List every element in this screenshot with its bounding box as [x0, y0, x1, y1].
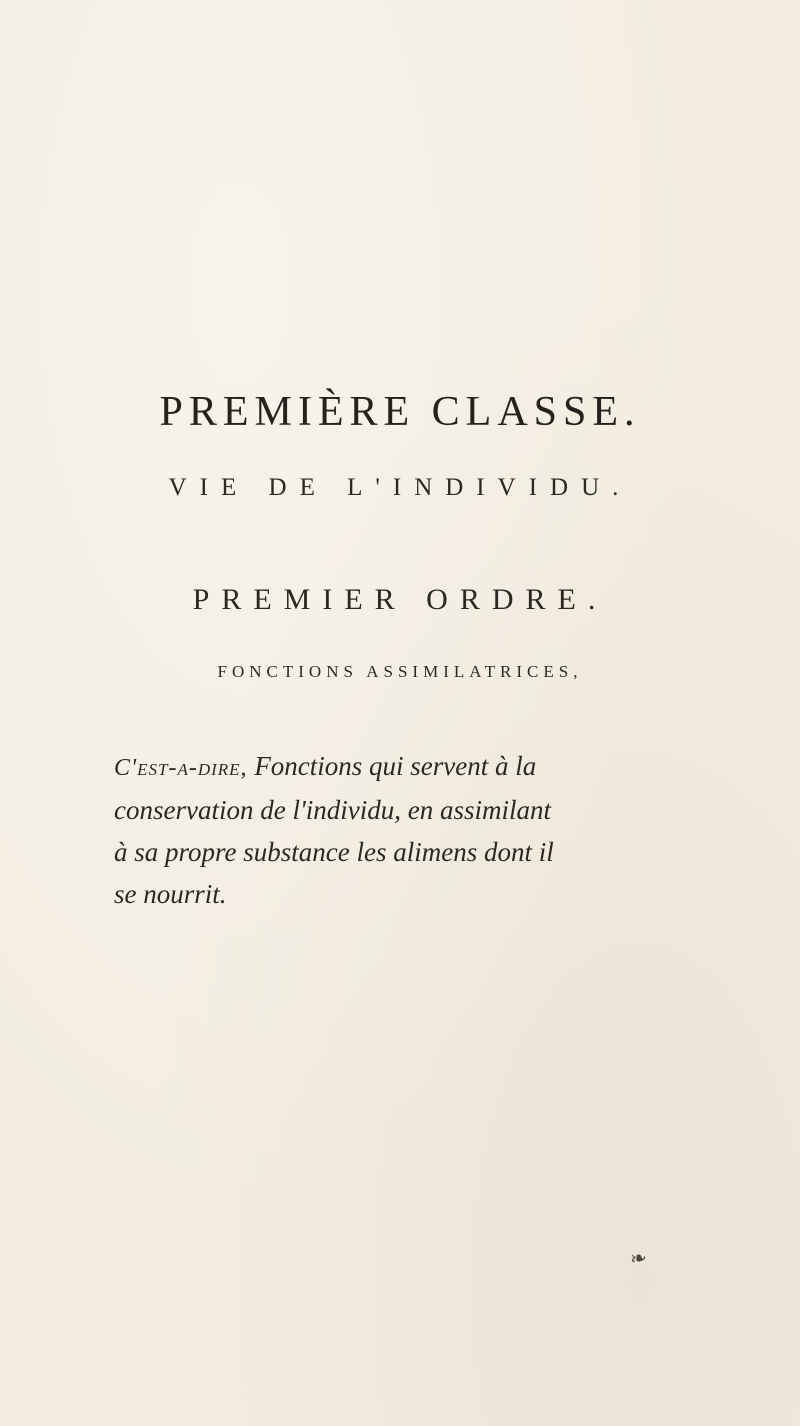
description-line-1-text: Fonctions qui servent à la [247, 751, 537, 781]
description-line-2: conservation de l'individu, en assimilant [114, 795, 551, 825]
order-title: PREMIER ORDRE. [192, 583, 608, 616]
description-line-4: se nourrit. [114, 879, 227, 909]
subtitle: VIE DE L'INDIVIDU. [168, 474, 632, 501]
functions-label: FONCTIONS ASSIMILATRICES, [217, 662, 583, 681]
ornament-mark-icon: ❧ [628, 1246, 649, 1272]
description-lead: C'est-a-dire, [114, 755, 248, 781]
description-line-1 [114, 745, 754, 789]
main-title: PREMIÈRE CLASSE. [159, 389, 641, 435]
description-paragraph [114, 745, 754, 915]
description-line-3: à sa propre substance les alimens dont il [114, 837, 554, 867]
